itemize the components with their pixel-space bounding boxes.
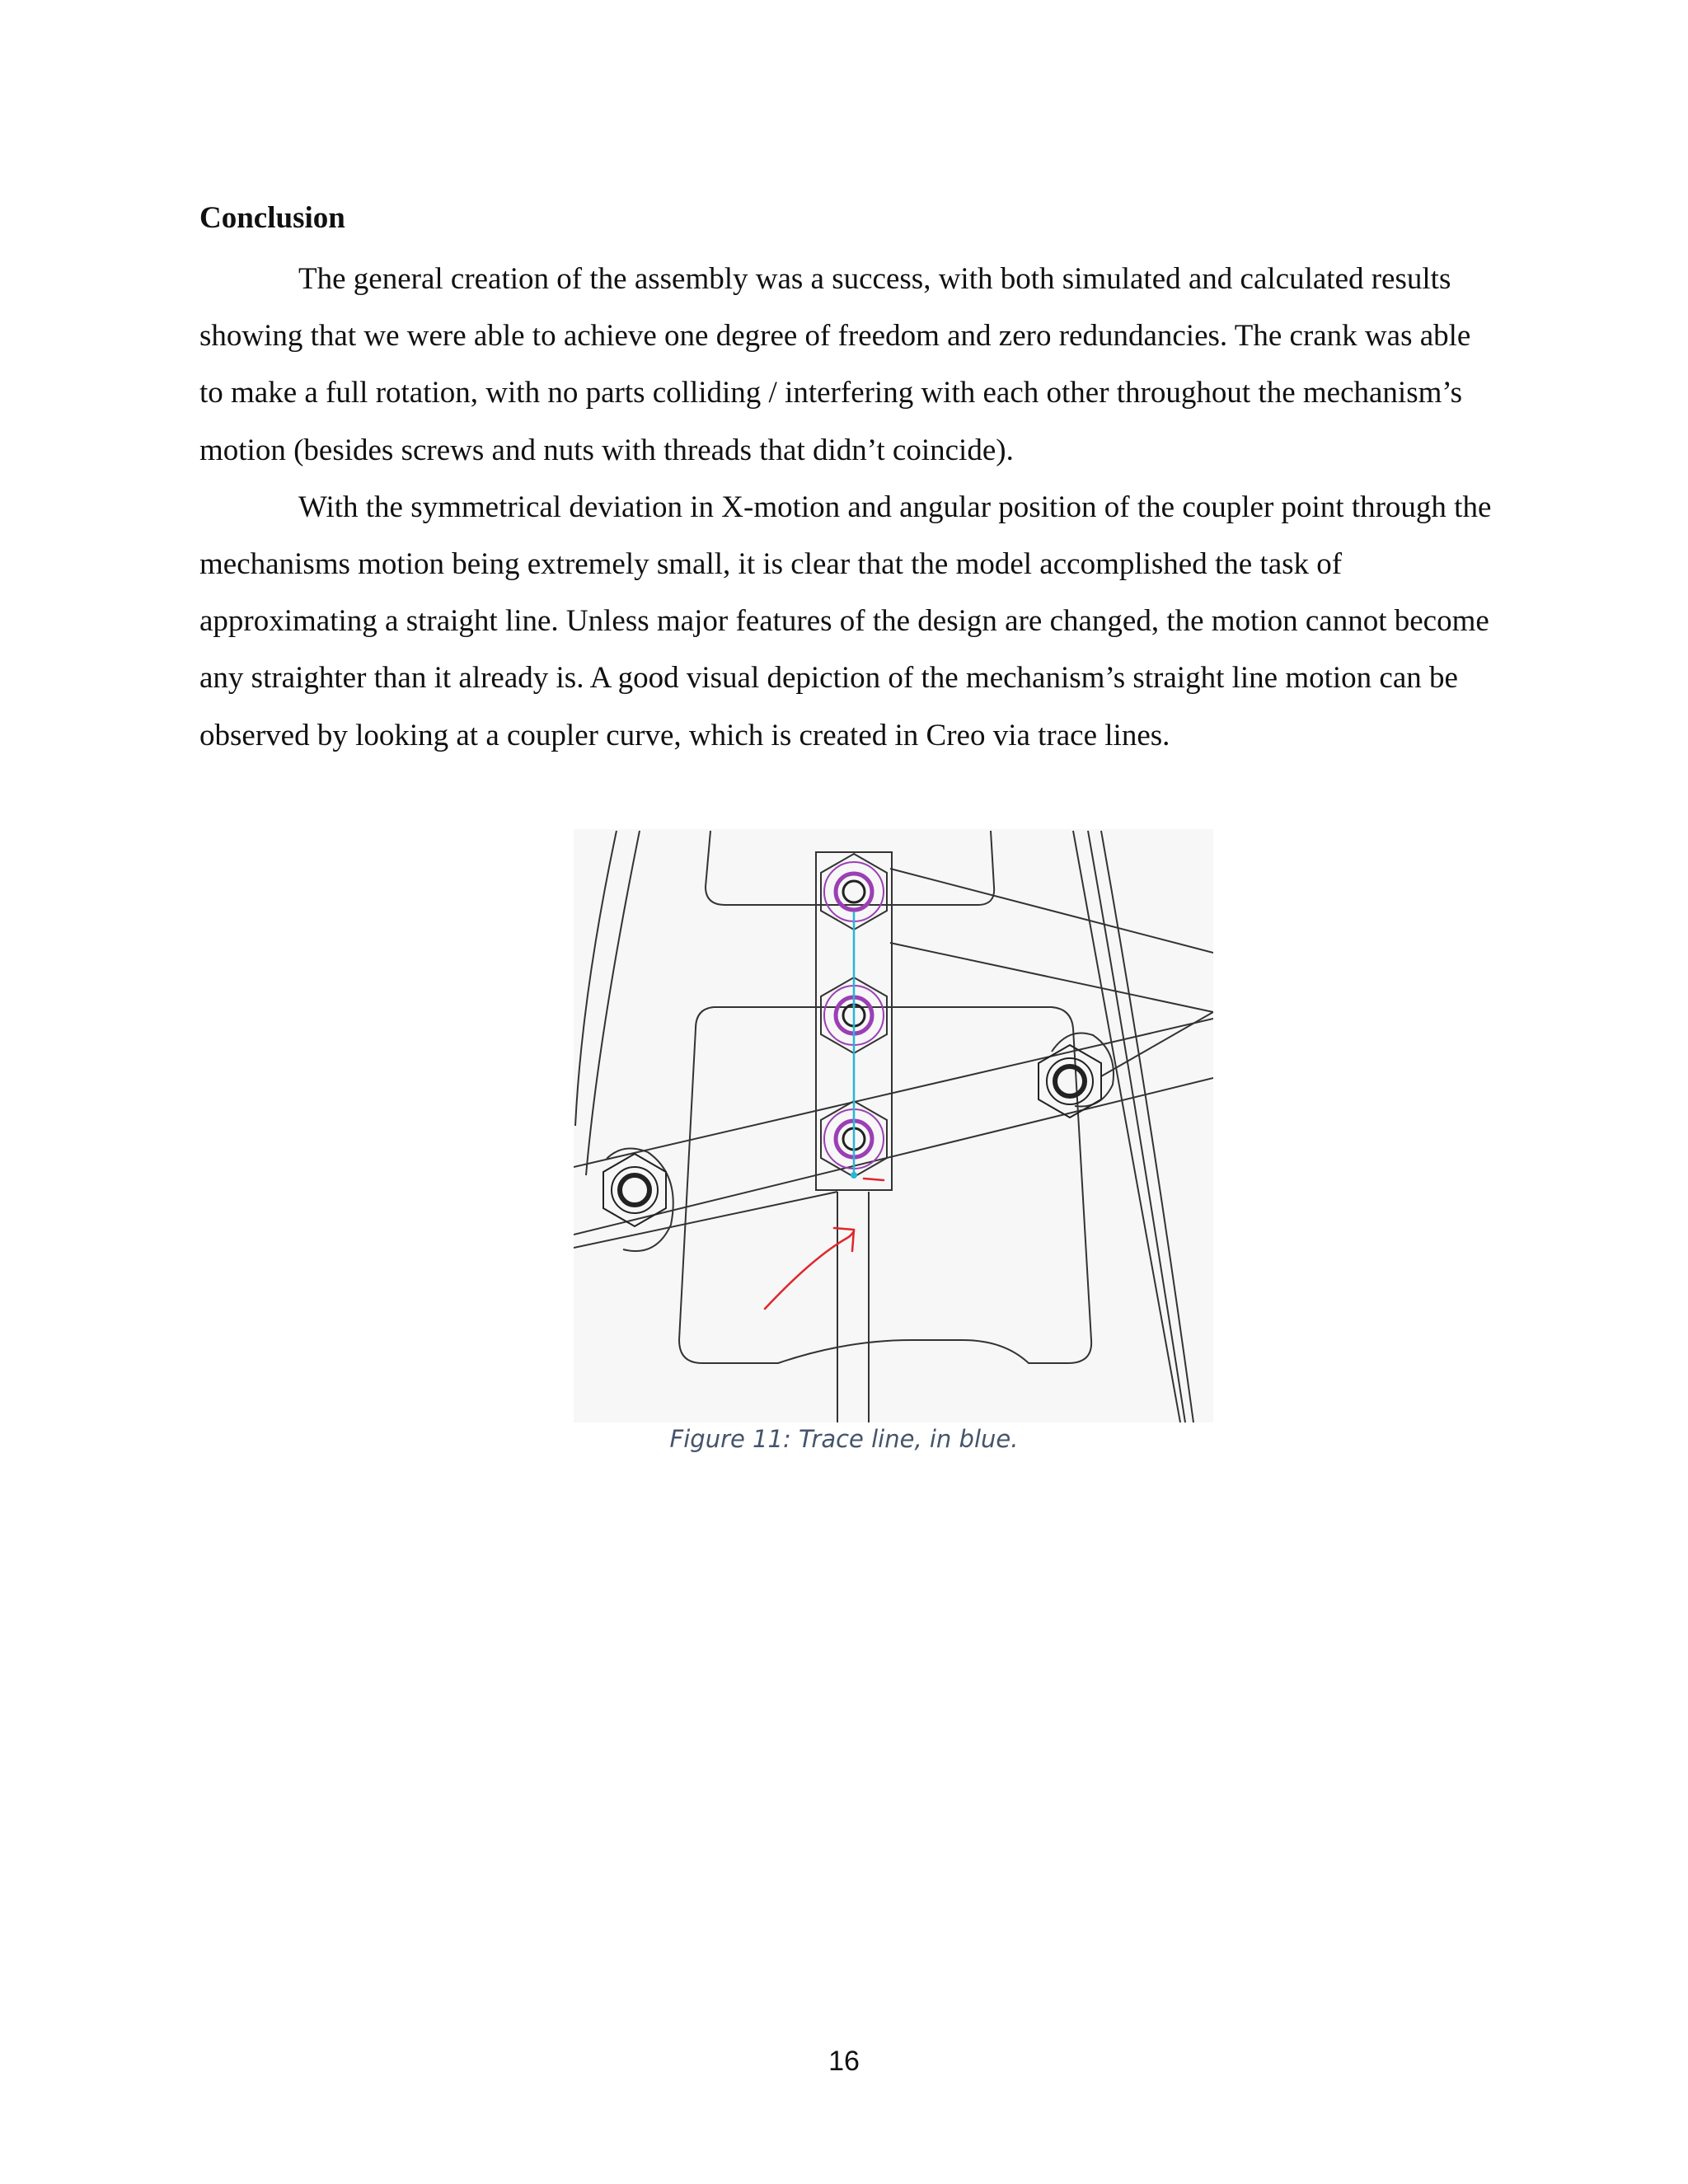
annotation-arrow [765,1179,884,1309]
body-text [199,251,1502,764]
section-heading: Conclusion [199,201,345,235]
right-arm [1101,1012,1213,1076]
paragraph: With the symmetrical deviation in X-motion and angular position of the coupler point through the mechanisms motion being extremely small, it is clear that the model accomplished the task of approximating a straight line. Unless major features of the design are changed, the motion cannot become any straighter than it already is. A good visual depiction of the mechanism’s straight line motion can be observed by looking at a coupler curve, which is created in Creo via trace lines. [199,490,1492,752]
lower-link [574,1019,1213,1167]
right-rail-curve [1073,831,1180,1422]
left-rail-curve [586,831,640,1175]
nut-left [603,1154,666,1226]
side-nuts [603,1045,1101,1226]
right-arm [890,943,1213,1012]
lower-link [574,1078,1213,1235]
mechanism-drawing [574,829,1213,1422]
coupler-point [851,1172,857,1179]
figure-caption: Figure 11: Trace line, in blue. [669,1425,1019,1453]
paragraph: The general creation of the assembly was a success, with both simulated and calculated results showing that we were able to achieve one degree of freedom and zero redundancies. The crank was able to make a full rotation, with no parts colliding / interfering with each other throughout the mechanism’s motion (besides screws and nuts with threads that didn’t coincide). [199,262,1471,467]
right-rail-curve [1088,831,1185,1422]
nut-right [1039,1045,1101,1118]
page-number: 16 [828,2046,860,2077]
top-block [706,831,994,905]
right-rail-curve [1101,831,1193,1422]
figure-trace-line [574,829,1213,1422]
right-arm [890,869,1213,953]
